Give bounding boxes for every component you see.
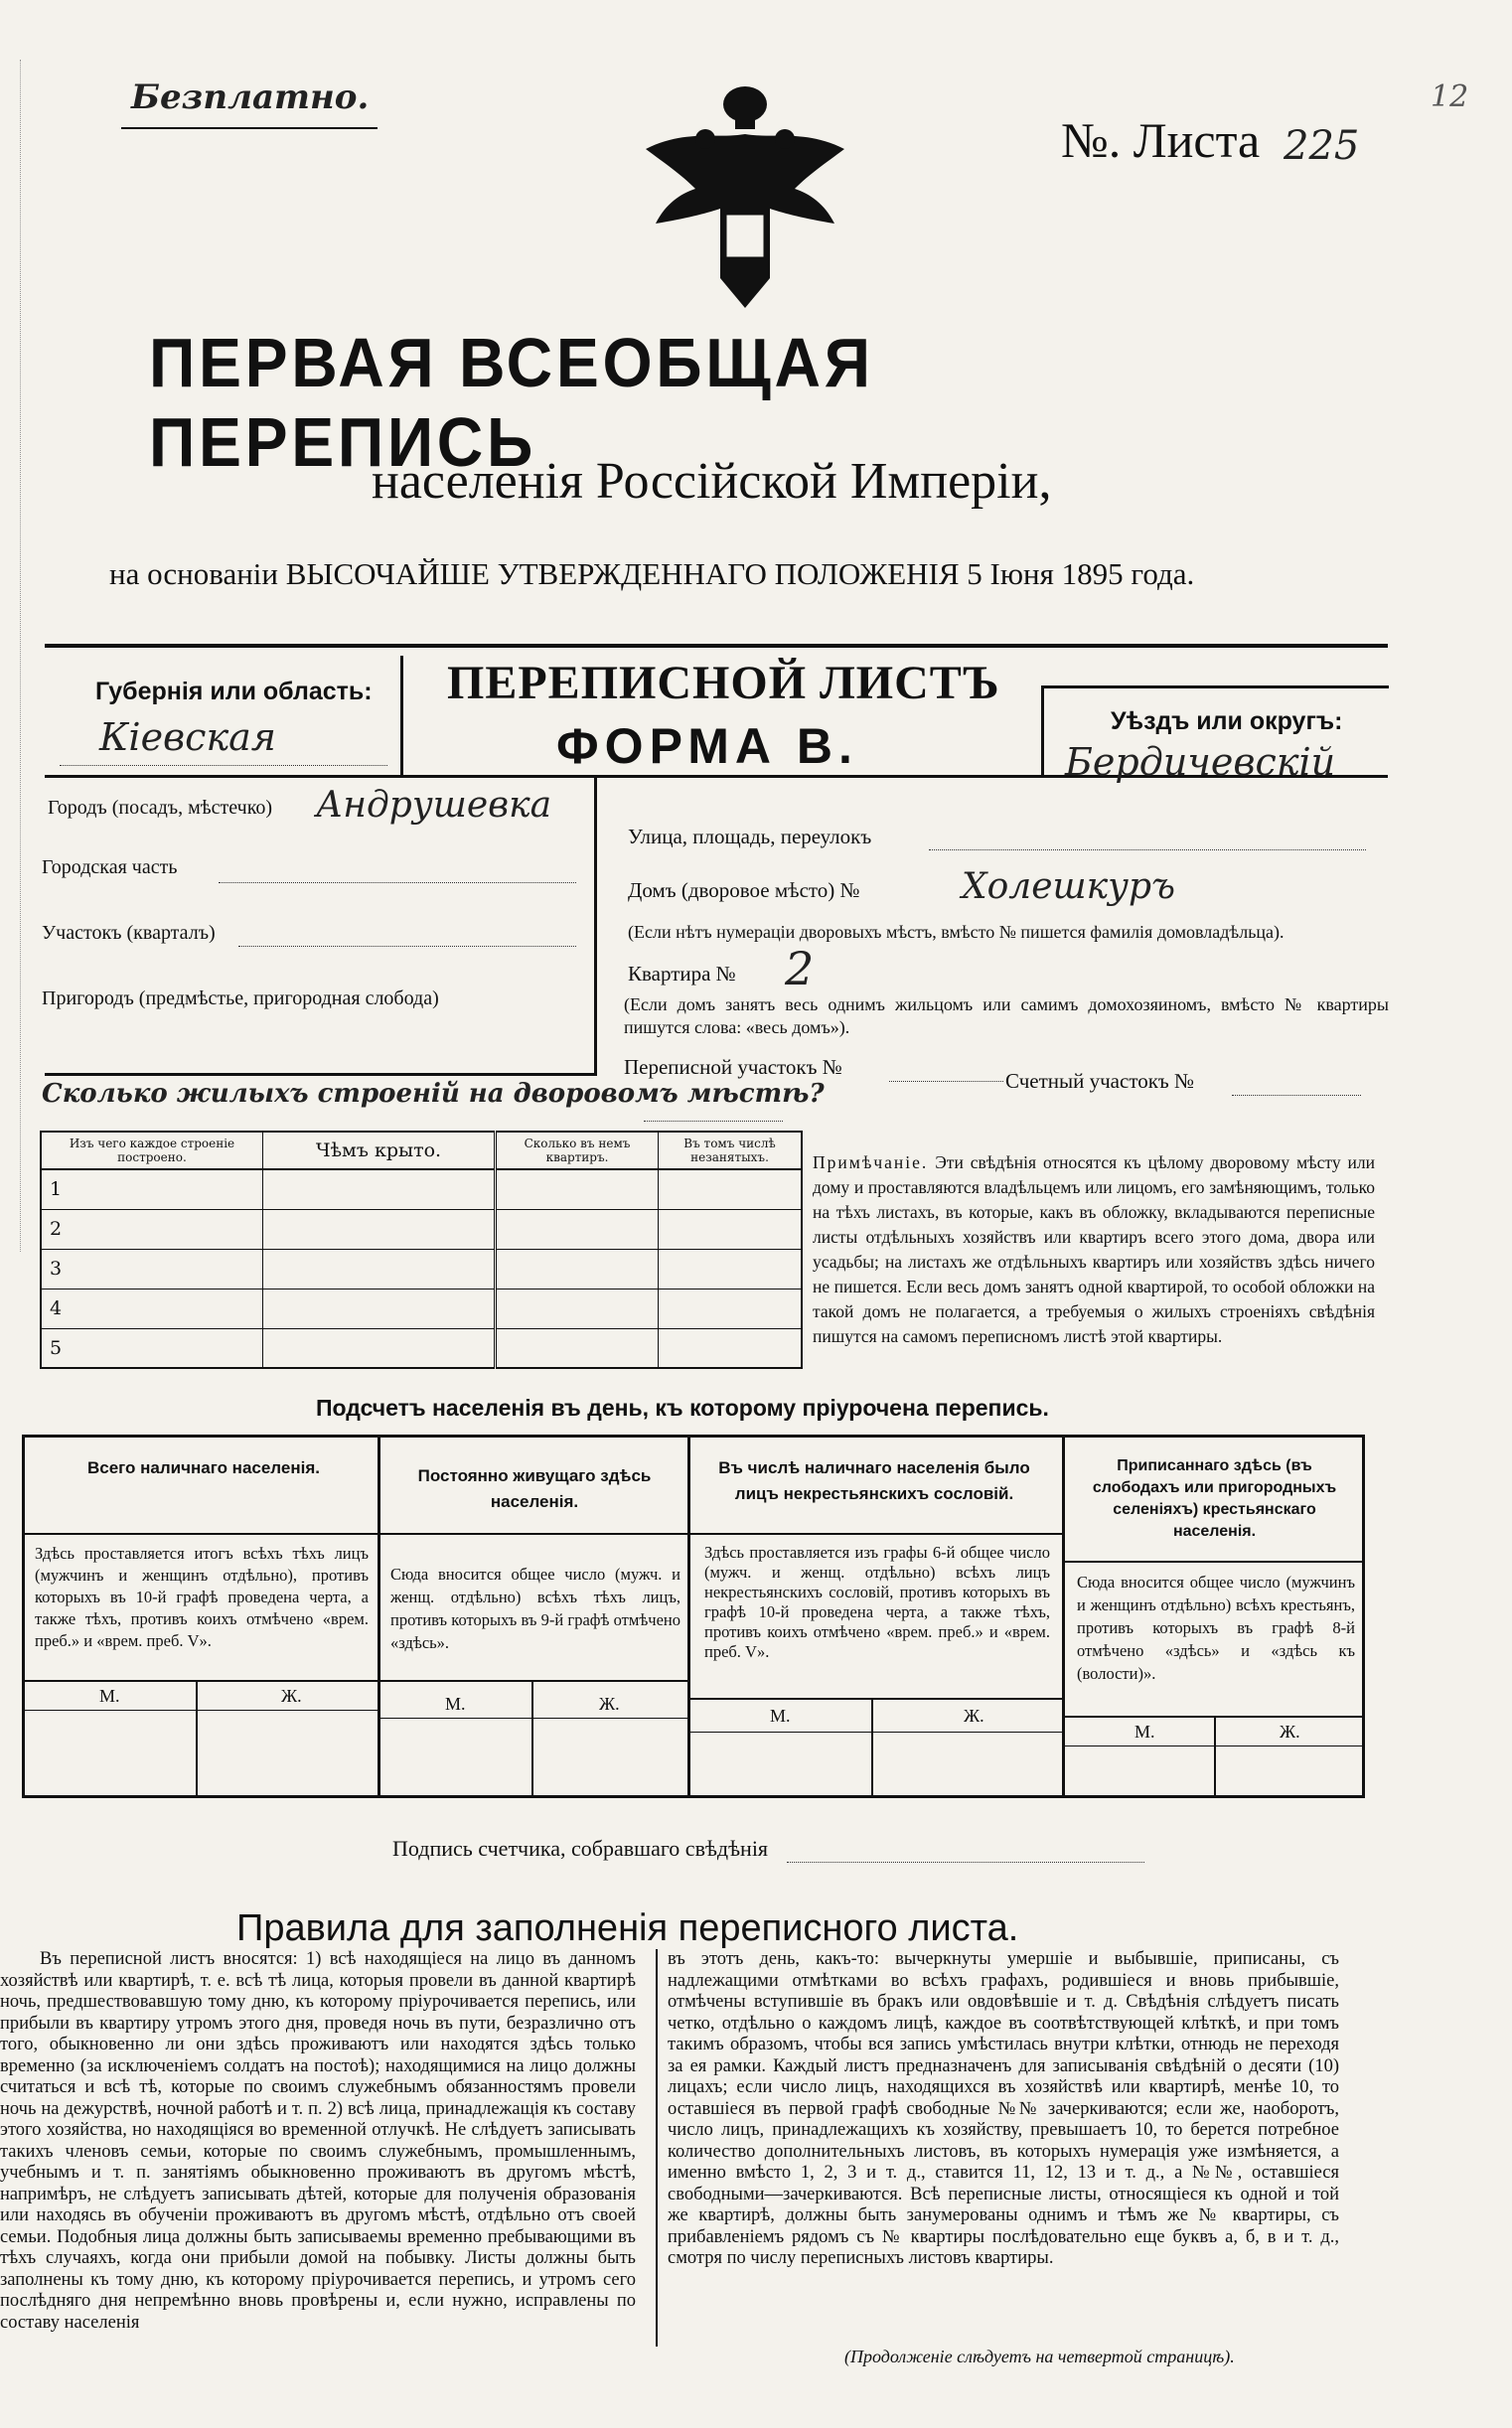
- buildings-question: Сколько жилыхъ строеній на дворовомъ мѣстѣ?: [42, 1079, 825, 1109]
- free-underline: [121, 127, 378, 129]
- population-col-3-body: Здѣсь проставляется изъ графы 6-й общее число (мужч. и женщ. отдѣльно) всѣхъ лицъ некрестьянскихъ сословій, противъ которыхъ въ графѣ 10-й проведена черта, а также тѣхъ, противъ коихъ отмѣчено «врем. преб.» и «врем. преб. V».: [704, 1543, 1050, 1661]
- population-title: Подсчетъ населенія въ день, къ которому пріурочена перепись.: [316, 1395, 1049, 1421]
- buildings-header-apartments: Сколько въ немъ квартиръ.: [496, 1132, 659, 1169]
- rules-title: Правила для заполненія переписного листа.: [236, 1907, 1019, 1949]
- population-col-2-head: Постоянно живущаго здѣсь населенія.: [417, 1466, 652, 1511]
- col-1-body-rule: [25, 1680, 378, 1682]
- population-col-3-head: Въ числѣ наличнаго населенія было лицъ некрестьянскихъ сословій.: [718, 1458, 1030, 1503]
- uezd-value: Бердичевскій: [1065, 740, 1336, 784]
- buildings-row-number: 2: [41, 1209, 263, 1249]
- population-col-4-head: Приписаннаго здѣсь (въ слободахъ или пригородныхъ селеніяхъ) крестьянскаго населенія.: [1092, 1457, 1337, 1540]
- gubernia-dots: [60, 765, 387, 766]
- house-value: Холешкуръ: [962, 866, 1176, 907]
- address-left-box-bottom: [45, 1073, 596, 1076]
- house-label: Домъ (дворовое мѣсто) №: [628, 878, 860, 902]
- population-col-2: [380, 1438, 690, 1795]
- rules-continued: (Продолженіе слѣдуетъ на четвертой страницѣ).: [844, 2347, 1235, 2366]
- col-4-mf-divider: [1214, 1716, 1216, 1795]
- form-bar-top-rule: [45, 644, 1388, 648]
- population-table: [22, 1435, 1365, 1798]
- population-col-4-f: Ж.: [1280, 1722, 1300, 1742]
- uchastok-label: Участокъ (кварталъ): [42, 922, 216, 944]
- street-label: Улица, площадь, переулокъ: [628, 825, 872, 848]
- buildings-header-vacant: Въ томъ числѣ незанятыхъ.: [659, 1132, 803, 1169]
- census-district-dots: [889, 1081, 1003, 1082]
- buildings-row-number: 4: [41, 1289, 263, 1328]
- apt-note: (Если домъ занятъ весь однимъ жильцомъ или самимъ домохозяиномъ, вмѣсто № квартиры пишутся слова: «весь домъ»).: [624, 994, 1389, 1037]
- prigorod-label: Пригородъ (предмѣстье, пригородная слобода): [42, 987, 439, 1009]
- form-bar-right-box-top: [1041, 685, 1389, 688]
- uezd-label: Уѣздъ или округъ:: [1111, 707, 1343, 735]
- gubernia-label: Губернія или область:: [95, 678, 373, 705]
- col-3-mf-rule: [690, 1732, 1062, 1733]
- form-title-line1: ПЕРЕПИСНОЙ ЛИСТЪ: [447, 657, 1000, 709]
- rules-right-column: въ этотъ день, какъ-то: вычеркнуты умершіе и выбывшіе, приписаны, съ надлежащими отмѣтками во всѣхъ графахъ, родившіеся и вновь прибывшіе, отмѣчены вступившіе въ бракъ или овдовѣвшіе и т. д. Свѣдѣнія слѣдуетъ писать четко, отдѣльно о каждомъ лицѣ, каждое въ соотвѣтствующей клѣткѣ, и при томъ такимъ образомъ, чтобы вся запись умѣстилась внутри клѣтки, отнюдь не переходя за ея рамки. Каждый листъ предназначенъ для записыванія свѣдѣній о десяти (10) лицахъ; если число лицъ, находящихся въ хозяйствѣ или квартирѣ, менѣе 10, то оставшіеся въ первой графѣ свободные №№ зачеркиваются; если же, наоборотъ, число лицъ, принадлежащихъ къ хозяйству, превышаетъ 10, то берется потребное количество дополнительныхъ листовъ, въ которыхъ нумерація уже измѣняется, а именно вмѣсто 1, 2, 3 и т. д., ставится 11, 12, 13 и т. д., а №№, оставшіеся свободными—зачеркиваются. Всѣ переписные листы, относящіеся къ одной и той же квартирѣ, должны быть занумерованы однимъ и тѣмъ же № квартиры, съ прибавленіемъ рядомъ съ № квартиры послѣдовательно еще буквъ а, б, в и т. д., смотря по числу переписныхъ листовъ квартиры.: [668, 1949, 1339, 2268]
- note-block: [813, 1150, 1375, 1349]
- apt-label: Квартира №: [628, 962, 736, 986]
- sheet-number-value: 225: [1284, 123, 1360, 169]
- imperial-eagle-emblem-icon: [626, 79, 864, 313]
- col-4-mf-rule: [1065, 1745, 1363, 1746]
- col-2-mf-divider: [531, 1680, 533, 1795]
- population-col-2-m: М.: [445, 1694, 466, 1714]
- population-col-4: [1065, 1438, 1363, 1795]
- census-district-label: Переписной участокъ №: [624, 1055, 842, 1079]
- signature-label: Подпись счетчика, собравшаго свѣдѣнія: [392, 1836, 769, 1861]
- apt-value: 2: [785, 942, 815, 995]
- city-part-dots: [219, 882, 576, 883]
- buildings-row-number: 3: [41, 1249, 263, 1289]
- population-col-2-f: Ж.: [599, 1694, 620, 1714]
- col-3-head-rule: [690, 1533, 1062, 1535]
- col-1-mf-rule: [25, 1710, 378, 1711]
- population-col-4-body: Сюда вносится общее число (мужчинъ и женщинъ отдѣльно) всѣхъ крестьянъ, противъ которыхъ въ графѣ 8-й отмѣчено «здѣсь» и «здѣсь къ (волости)».: [1077, 1573, 1355, 1683]
- sheet-number-label: №. Листа: [1061, 112, 1261, 168]
- house-note: (Если нѣтъ нумераціи дворовыхъ мѣстъ, вмѣсто № пишется фамилія домовладѣльца).: [628, 922, 1285, 942]
- left-margin-bleed: [0, 60, 21, 1252]
- subtitle: населенія Россійской Имперіи,: [372, 453, 1052, 510]
- table-row: [41, 1289, 802, 1328]
- uchastok-dots: [238, 946, 576, 947]
- note-label: Примѣчаніе.: [813, 1152, 929, 1172]
- free-label: Безплатно.: [131, 77, 370, 117]
- form-bar-right-box-left: [1041, 685, 1044, 775]
- city-label: Городъ (посадъ, мѣстечко): [48, 797, 273, 819]
- buildings-row-number: 5: [41, 1328, 263, 1368]
- population-col-1-head: Всего наличнаго населенія.: [87, 1458, 320, 1477]
- city-value: Андрушевка: [316, 785, 552, 826]
- main-title: ПЕРВАЯ ВСЕОБЩАЯ ПЕРЕПИСЬ: [149, 324, 874, 481]
- corner-mark: 12: [1431, 79, 1469, 114]
- population-col-3-m: М.: [770, 1706, 791, 1726]
- buildings-header-material: Изъ чего каждое строеніе построено.: [41, 1132, 263, 1169]
- buildings-question-dots: [644, 1121, 783, 1122]
- population-col-3: [690, 1438, 1065, 1795]
- population-col-3-f: Ж.: [964, 1706, 984, 1726]
- population-col-1-body: Здѣсь проставляется итогъ всѣхъ тѣхъ лицъ (мужчинъ и женщинъ отдѣльно), противъ которыхъ въ 10-й графѣ проведена черта, а также тѣхъ, противъ коихъ отмѣчено «врем. преб.» и «врем. преб. V».: [35, 1544, 369, 1650]
- signature-dots: [787, 1862, 1144, 1863]
- col-2-head-rule: [380, 1533, 687, 1535]
- table-row: [41, 1209, 802, 1249]
- buildings-row-number: 1: [41, 1169, 263, 1209]
- form-title-line2: ФОРМА В.: [556, 718, 858, 774]
- count-district-dots: [1232, 1095, 1361, 1096]
- col-1-mf-divider: [196, 1680, 198, 1795]
- buildings-table: [40, 1131, 803, 1369]
- buildings-header-roof: Чѣмъ крыто.: [263, 1132, 496, 1169]
- population-col-1-m: М.: [99, 1686, 120, 1706]
- col-2-body-rule: [380, 1680, 687, 1682]
- form-bar-left-box-right: [400, 656, 403, 775]
- col-3-mf-divider: [871, 1698, 873, 1795]
- note-text: Эти свѣдѣнія относятся къ цѣлому дворовому мѣсту или дому и проставляются владѣльцемъ или лицомъ, его замѣняющимъ, только на тѣхъ листахъ, въ которые, какъ въ обложку, вкладываются переписные листы отдѣльныхъ хозяйствъ или квартиръ всего этого дома, двора или усадьбы; на листахъ же отдѣльныхъ квартиръ или хозяйствъ здѣсь ничего не пишется. Если весь домъ занятъ одной квартирой, то особой обложки на такой домъ не полагается, а требуемыя о жилыхъ строеніяхъ свѣдѣнія пишутся на самомъ переписномъ листѣ этой квартиры.: [813, 1152, 1376, 1346]
- basis-line: на основаніи ВЫСОЧАЙШЕ УТВЕРЖДЕННАГО ПОЛОЖЕНІЯ 5 Іюня 1895 года.: [109, 556, 1195, 591]
- table-row: [41, 1169, 802, 1209]
- table-row: [41, 1328, 802, 1368]
- rules-column-divider: [656, 1949, 658, 2347]
- address-left-box-right: [594, 778, 597, 1076]
- street-dots: [929, 849, 1366, 850]
- gubernia-value: Кіевская: [99, 715, 276, 759]
- col-1-head-rule: [25, 1533, 378, 1535]
- table-row: [41, 1249, 802, 1289]
- population-col-4-m: М.: [1134, 1722, 1155, 1742]
- col-3-body-rule: [690, 1698, 1062, 1700]
- rules-left-column: Въ переписной листъ вносятся: 1) всѣ находящіеся на лицо въ данномъ хозяйствѣ или квартирѣ, т. е. всѣ тѣ лица, которыя провели въ данной квартирѣ ночь, предшествовавшую тому дню, къ которому пріурочивается перепись, или прибыли въ квартиру утромъ этого дня, проведя ночь въ пути, безразлично отъ того, обыкновенно ли они здѣсь проживаютъ или находятся здѣсь только временно (за исключеніемъ солдатъ на постоѣ); находящимися на лицо должны считаться и всѣ тѣ, которые по своимъ служебнымъ обязанностямъ провели ночь на дежурствѣ, ночной работѣ и т. п. 2) всѣ лица, принадлежащія къ составу этого хозяйства, но находящіяся во временной отлучкѣ. Не слѣдуетъ записывать такихъ членовъ семьи, которые по своимъ служебнымъ, промышленнымъ, учебнымъ и т. п. занятіямъ обыкновенно проживаютъ въ другомъ мѣстѣ, напримѣръ, не слѣдуетъ записывать дѣтей, которые для полученія образованія или находясь въ обученіи проживаютъ въ другомъ мѣстѣ, отдѣльно отъ своей семьи. Подобныя лица должны быть записываемы временно пребывающими въ тѣхъ случаяхъ, когда они прибыли домой на побывку. Листы должны быть заполнены къ тому дню, къ которому пріурочивается перепись, и утромъ сего послѣдняго дня непремѣнно вновь провѣрены и, если нужно, исправлены по составу населенія: [0, 1949, 636, 2333]
- col-2-mf-rule: [380, 1718, 687, 1719]
- city-part-label: Городская часть: [42, 856, 178, 878]
- population-col-1-f: Ж.: [281, 1686, 302, 1706]
- population-col-1: [25, 1438, 380, 1795]
- col-4-head-rule: [1065, 1561, 1363, 1563]
- population-col-2-body: Сюда вносится общее число (мужч. и женщ. отдѣльно) всѣхъ тѣхъ лицъ, противъ которыхъ въ 9-й графѣ отмѣчено «здѣсь».: [390, 1565, 680, 1652]
- count-district-label: Счетный участокъ №: [1005, 1069, 1195, 1093]
